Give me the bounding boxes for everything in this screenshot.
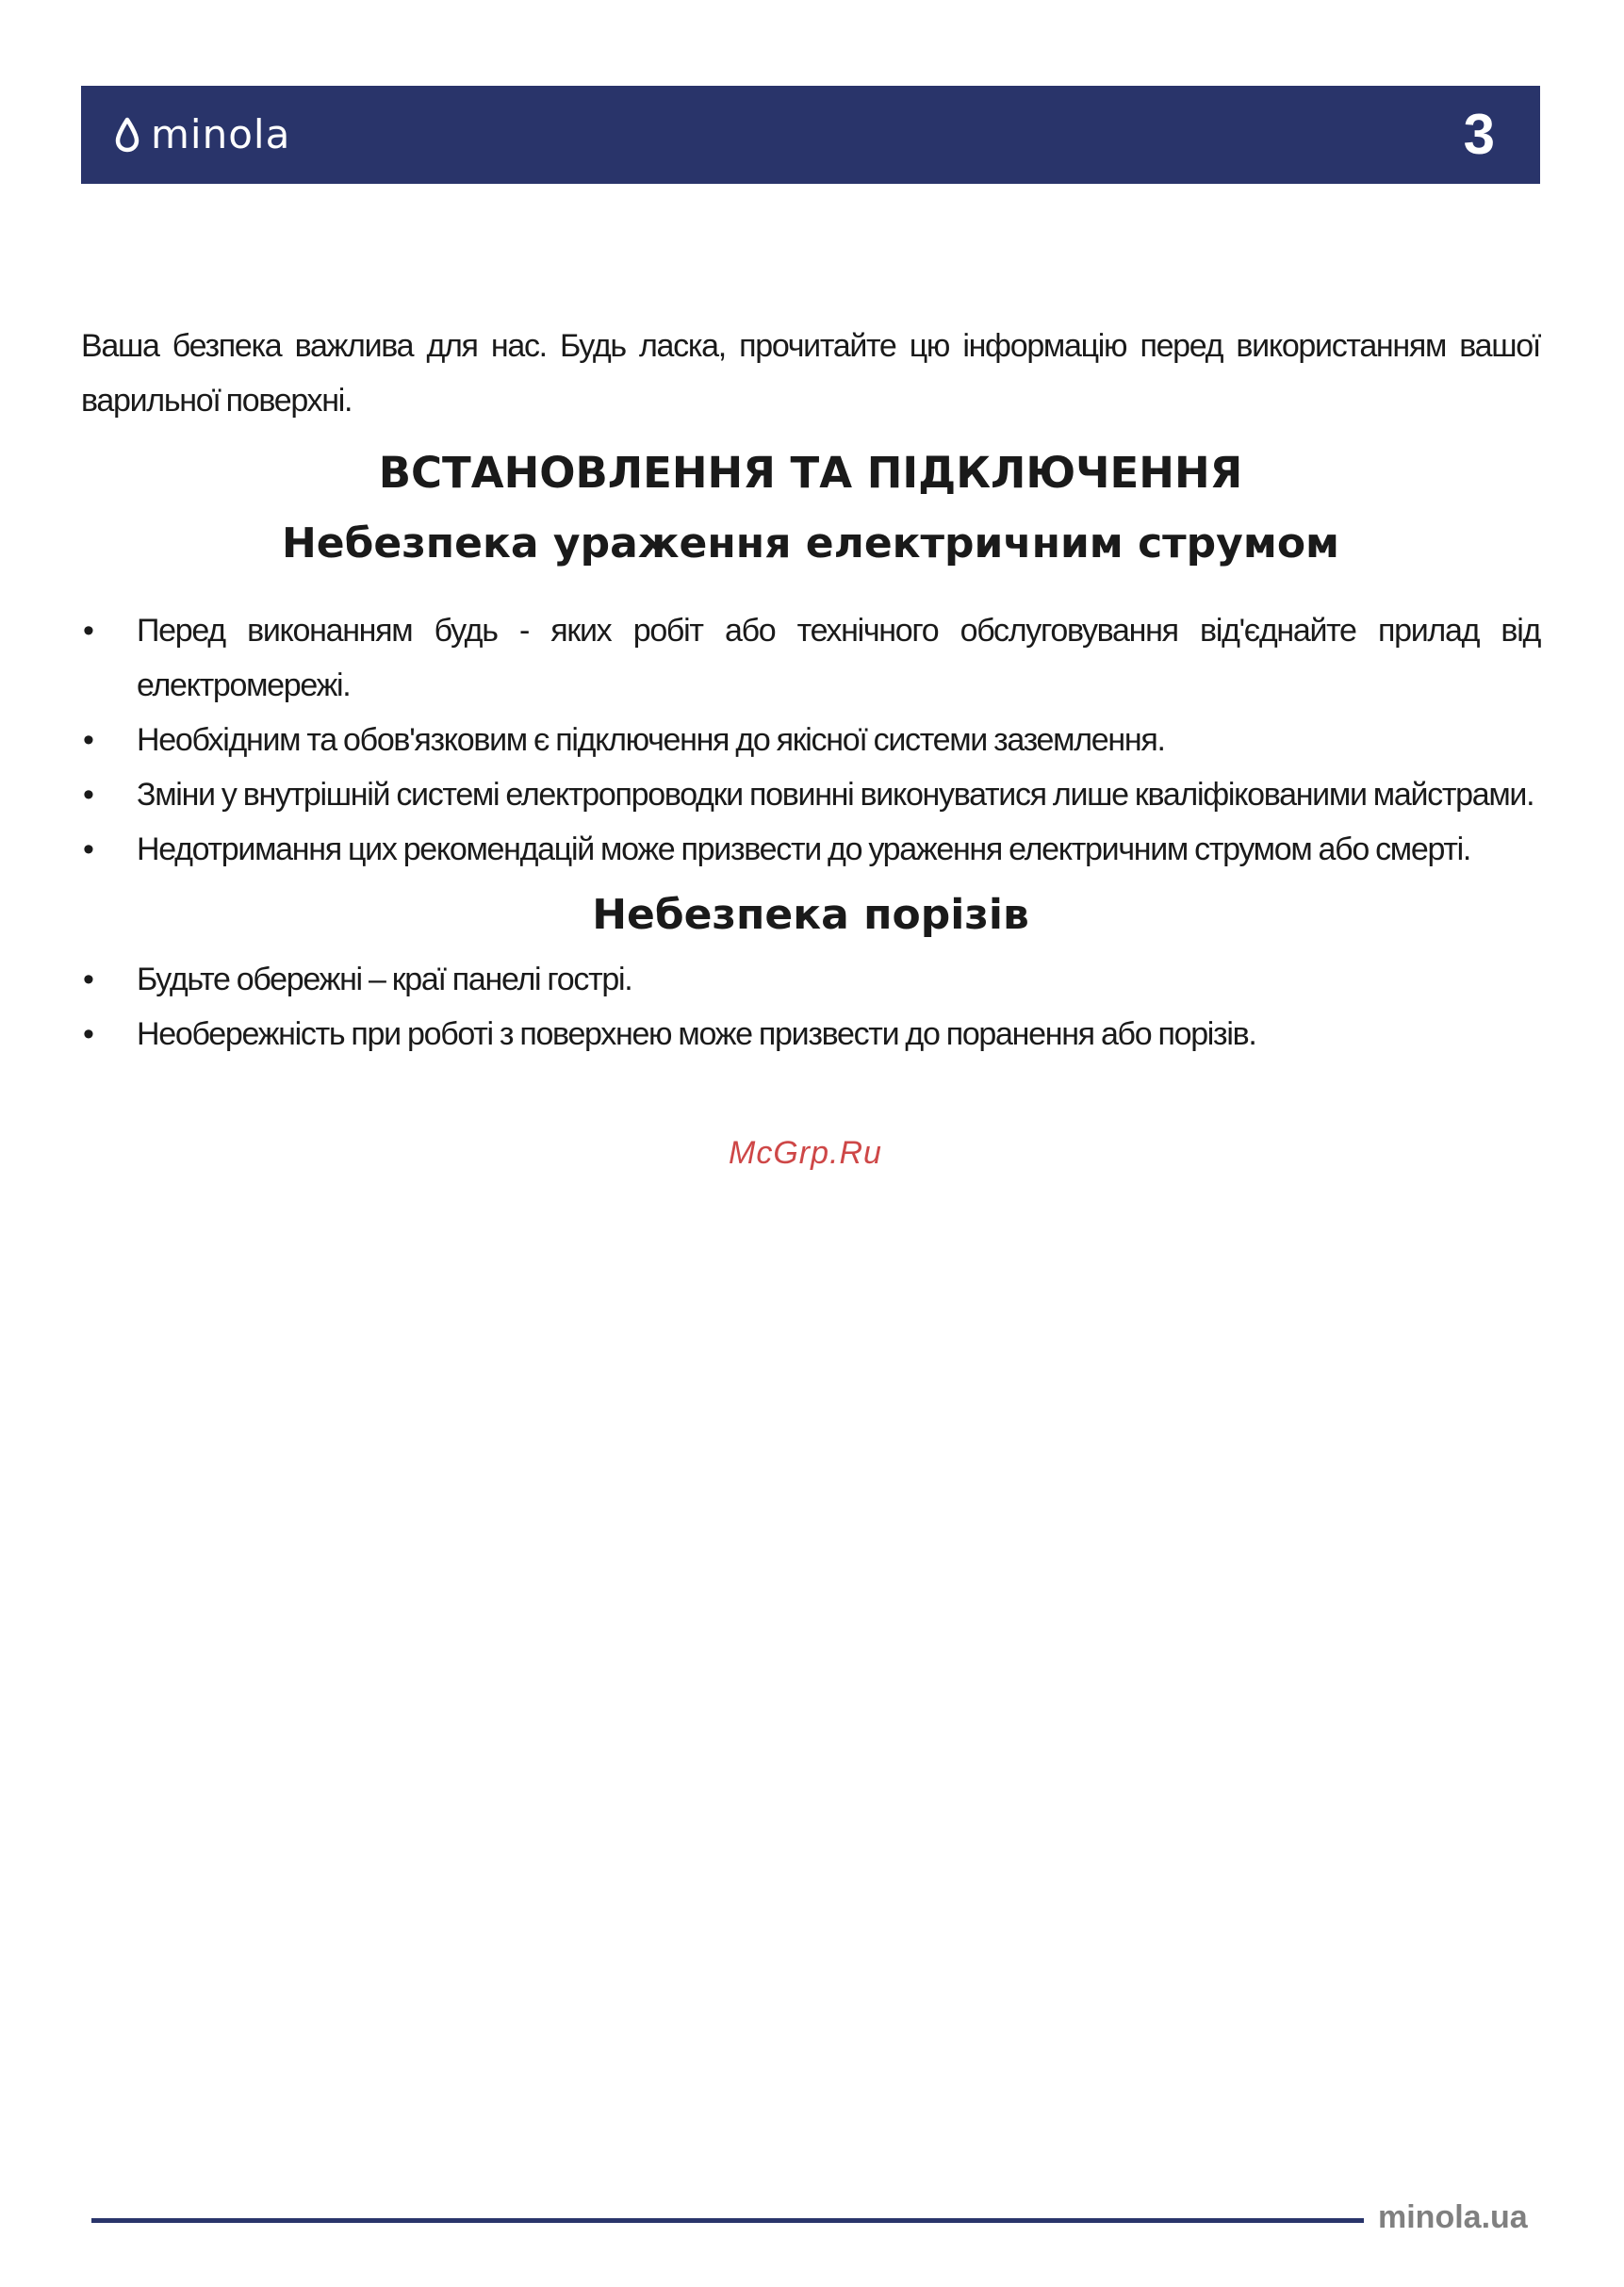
- footer-divider: [91, 2218, 1364, 2223]
- bullet-icon: •: [83, 722, 93, 758]
- list-item: • Перед виконанням будь - яких робіт або технічного обслуговування від'єднайте прилад від електромережі.: [81, 603, 1540, 713]
- list-item: • Необхідним та обов'язковим є підключення до якісної системи заземлення.: [81, 713, 1540, 767]
- bullet-icon: •: [83, 777, 93, 813]
- cut-hazard-title: Небезпека порізів: [592, 891, 1029, 939]
- brand-name: minola: [151, 111, 291, 157]
- list-item: • Зміни у внутрішній системі електропроводки повинні виконуватися лише кваліфікованими майстрами.: [81, 767, 1540, 822]
- bullet-icon: •: [83, 831, 93, 867]
- bullet-icon: •: [83, 1016, 93, 1052]
- bullet-icon: •: [83, 962, 93, 997]
- watermark: McGrp.Ru: [729, 1135, 882, 1171]
- section-title: ВСТАНОВЛЕННЯ ТА ПІДКЛЮЧЕННЯ: [378, 448, 1243, 498]
- intro-paragraph: Ваша безпека важлива для нас. Будь ласка, прочитайте цю інформацію перед використанням вашої варильної поверхні.: [81, 328, 1540, 419]
- list-item: • Недотримання цих рекомендацій може призвести до ураження електричним струмом або смерті.: [81, 822, 1540, 877]
- header-bar: [81, 86, 1540, 184]
- brand-logo: [115, 107, 290, 163]
- page-content: [81, 319, 1540, 1061]
- page-number: 3: [1463, 103, 1495, 166]
- footer-website: minola.ua: [1378, 2199, 1528, 2235]
- shock-hazard-list: [81, 603, 1540, 877]
- bullet-icon: •: [83, 613, 93, 649]
- shock-hazard-title: Небезпека ураження електричним струмом: [281, 519, 1340, 568]
- cut-hazard-list: [81, 952, 1540, 1061]
- list-item: • Необережність при роботі з поверхнею може призвести до поранення або порізів.: [81, 1007, 1540, 1061]
- water-drop-icon: [115, 117, 139, 153]
- list-item: • Будьте обережні – краї панелі гострі.: [81, 952, 1540, 1007]
